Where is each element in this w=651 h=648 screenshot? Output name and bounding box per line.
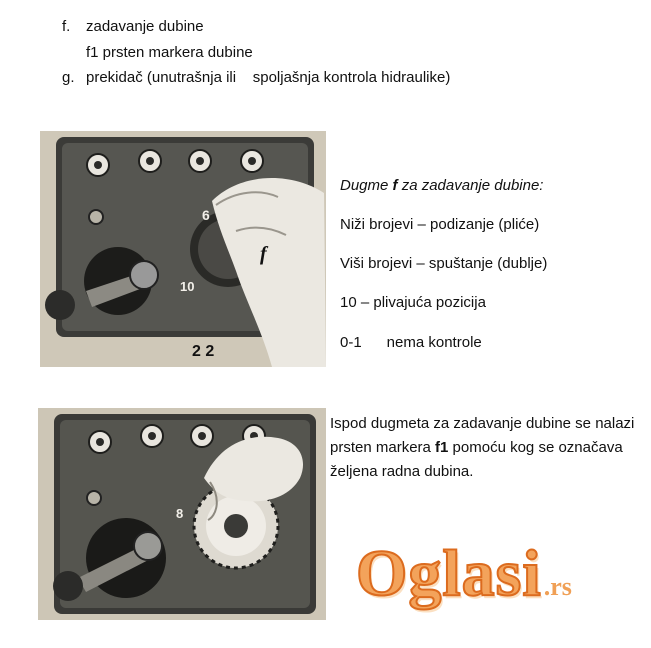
caption-title-post: za zadavanje dubine: bbox=[397, 177, 544, 194]
scale-label-8: 8 bbox=[176, 506, 184, 521]
caption-floating: 10 – plivajuća pozicija bbox=[340, 294, 486, 311]
list-marker-g: g. bbox=[62, 69, 75, 86]
logo-suffix: .rs bbox=[543, 572, 572, 601]
figure-number: 2 2 bbox=[192, 343, 215, 360]
caption-title-pre: Dugme bbox=[340, 177, 393, 194]
caption-title-f: f bbox=[392, 177, 398, 194]
caption-no-control: 0-1 nema kontrole bbox=[340, 334, 482, 351]
list-item-f1: f1 prsten markera dubine bbox=[86, 44, 253, 61]
scale-label-6: 6 bbox=[202, 207, 210, 223]
description-part1: Ispod dugmeta za zadavanje dubine se nalazi prsten markera bbox=[330, 415, 635, 456]
knob-label-f: f bbox=[260, 243, 267, 265]
marker-ring-description bbox=[330, 412, 640, 484]
oglasi-logo bbox=[356, 536, 572, 612]
description-part2: pomoću kog se označava željena radna dubina. bbox=[330, 439, 623, 480]
description-f1: f1 bbox=[435, 439, 449, 456]
control-panel-photo-1 bbox=[40, 131, 326, 367]
caption-higher-numbers: Viši brojevi – spuštanje (dublje) bbox=[340, 255, 548, 272]
control-panel-photo-2 bbox=[38, 408, 326, 620]
list-item-f: zadavanje dubine bbox=[86, 18, 204, 35]
caption-title bbox=[340, 176, 543, 196]
scale-label-10: 10 bbox=[180, 279, 195, 294]
list-item-g: prekidač (unutrašnja ili spoljašnja kontrola hidraulike) bbox=[86, 69, 451, 86]
list-marker-f: f. bbox=[62, 18, 71, 35]
logo-main: Oglasi bbox=[356, 537, 542, 610]
caption-lower-numbers: Niži brojevi – podizanje (pliće) bbox=[340, 216, 540, 233]
